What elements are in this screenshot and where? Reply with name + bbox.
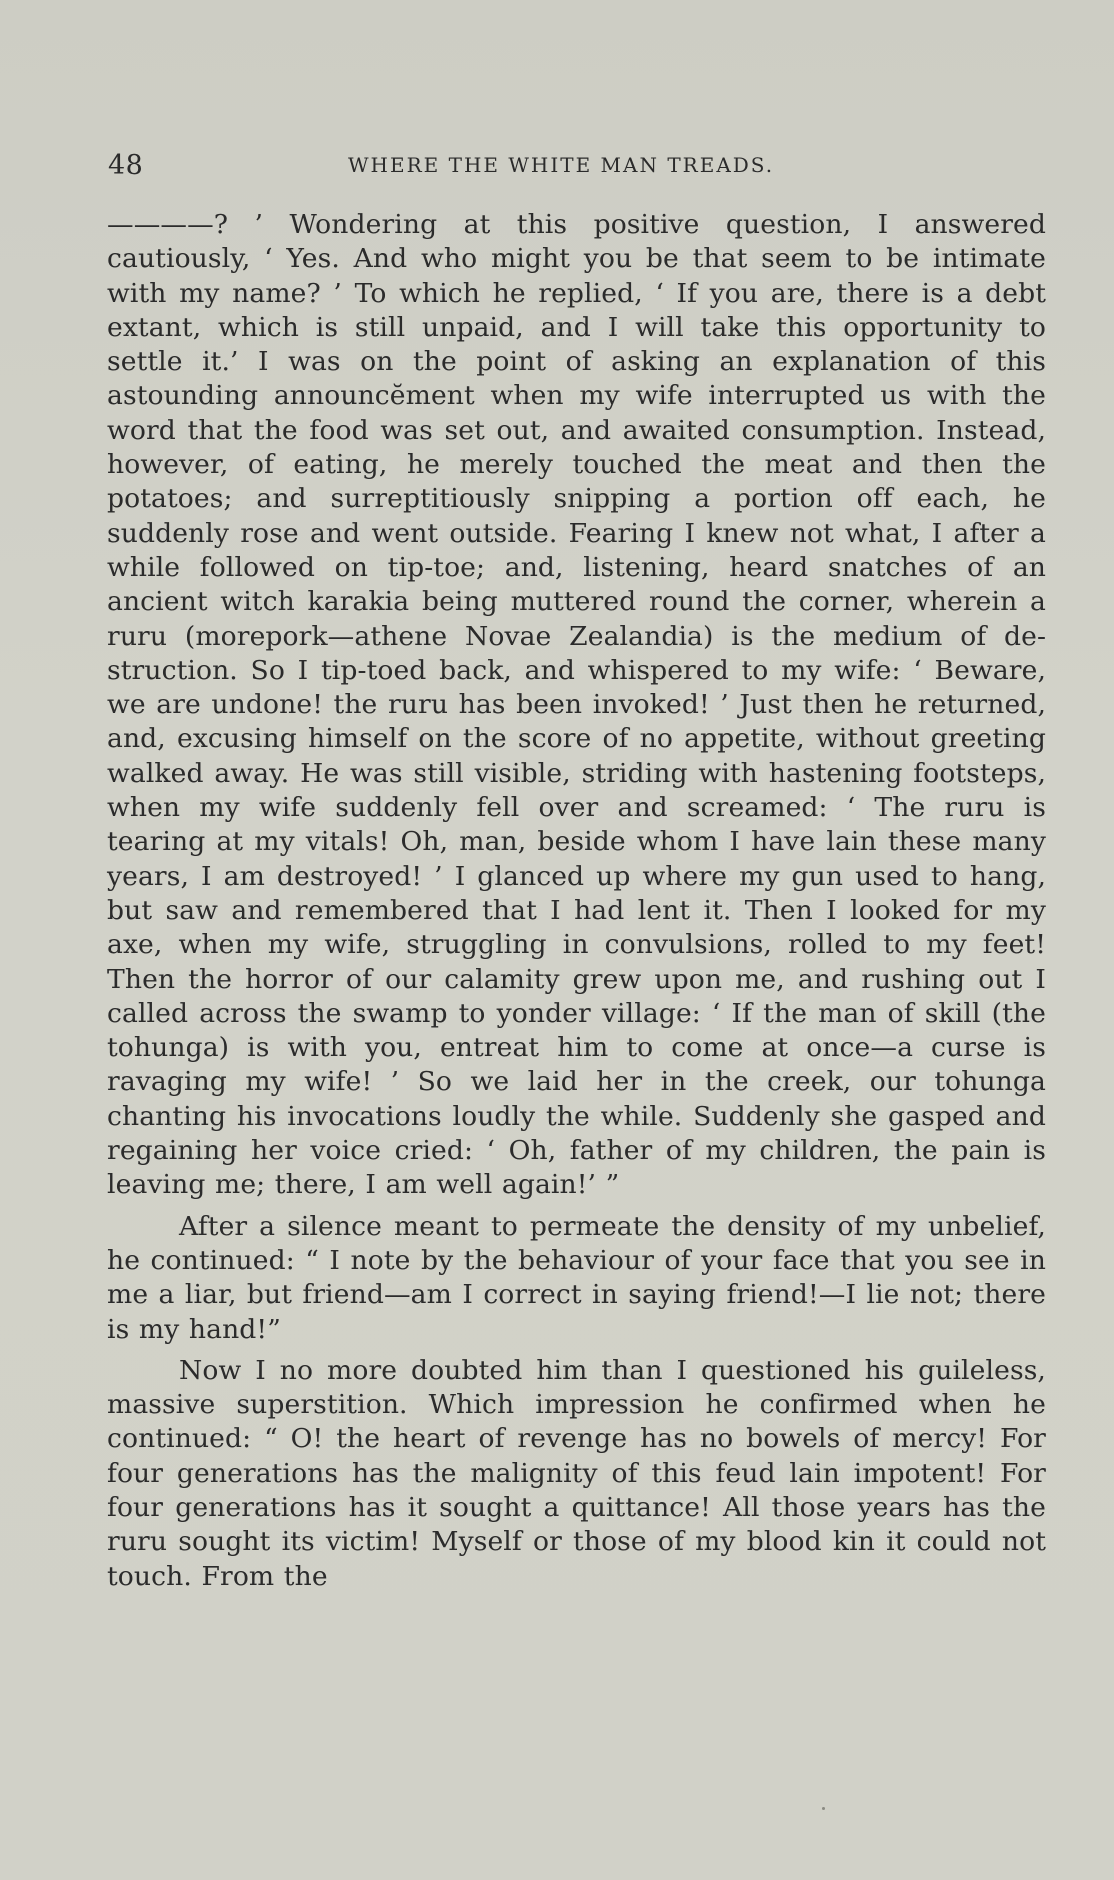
paper-speck: [822, 1807, 825, 1810]
running-head: WHERE THE WHITE MAN TREADS.: [348, 153, 775, 177]
body-text: [107, 208, 1046, 1601]
paragraph-2: After a silence meant to permeate the density of my unbelief, he continued: “ I note by the behaviour of your face that you see in me a liar, but friend—am I correct in saying friend!—I lie not; there is my hand!”: [107, 1210, 1046, 1345]
page-number: 48: [108, 150, 144, 181]
paragraph-3: Now I no more doubted him than I questioned his guileless, massive superstition. Which impression he confirmed when he continued: “ O! the heart of revenge has no bowels of mercy! For four generations has the malignity of this feud lain impotent! For four generations has it sought a quittance! All those years has the ruru sought its victim! Myself or those of my blood kin it could not touch. From the: [107, 1354, 1046, 1592]
paragraph-1: ————? ’ Wondering at this positive question, I answered cautiously, ‘ Yes. And who might you be that seem to be intimate with my name? ’ To which he replied, ‘ If you are, there is a debt extant, which is still unpaid, and I will take this opportunity to settle it.’ I was on the point of asking an explanation of this astounding announcĕment when my wife interrupted us with the word that the food was set out, and awaited consumption. Instead, however, of eating, he merely touched the meat and then the potatoes; and surreptitiously snipping a portion off each, he suddenly rose and went outside. Fearing I knew not what, I after a while followed on tip-toe; and, listening, heard snatches of an ancient witch karakia being muttered round the corner, wherein a ruru (morepork—athene Novae Zealandia) is the medium of destruction. So I tip-toed back, and whispered to my wife: ‘ Beware, we are undone! the ruru has been invoked! ’ Just then he returned, and, excusing himself on the score of no appetite, without greeting walked away. He was still visible, striding with hastening footsteps, when my wife suddenly fell over and screamed: ‘ The ruru is tearing at my vitals! Oh, man, beside whom I have lain these many years, I am destroyed! ’ I glanced up where my gun used to hang, but saw and remembered that I had lent it. Then I looked for my axe, when my wife, struggling in convulsions, rolled to my feet! Then the horror of our calamity grew upon me, and rushing out I called across the swamp to yonder village: ‘ If the man of skill (the tohunga) is with you, entreat him to come at once—a curse is ravaging my wife! ’ So we laid her in the creek, our tohunga chanting his invocations loudly the while. Suddenly she gasped and regaining her voice cried: ‘ Oh, father of my children, the pain is leaving me; there, I am well again!’ ”: [107, 209, 1046, 1201]
page-header: [108, 150, 1054, 184]
